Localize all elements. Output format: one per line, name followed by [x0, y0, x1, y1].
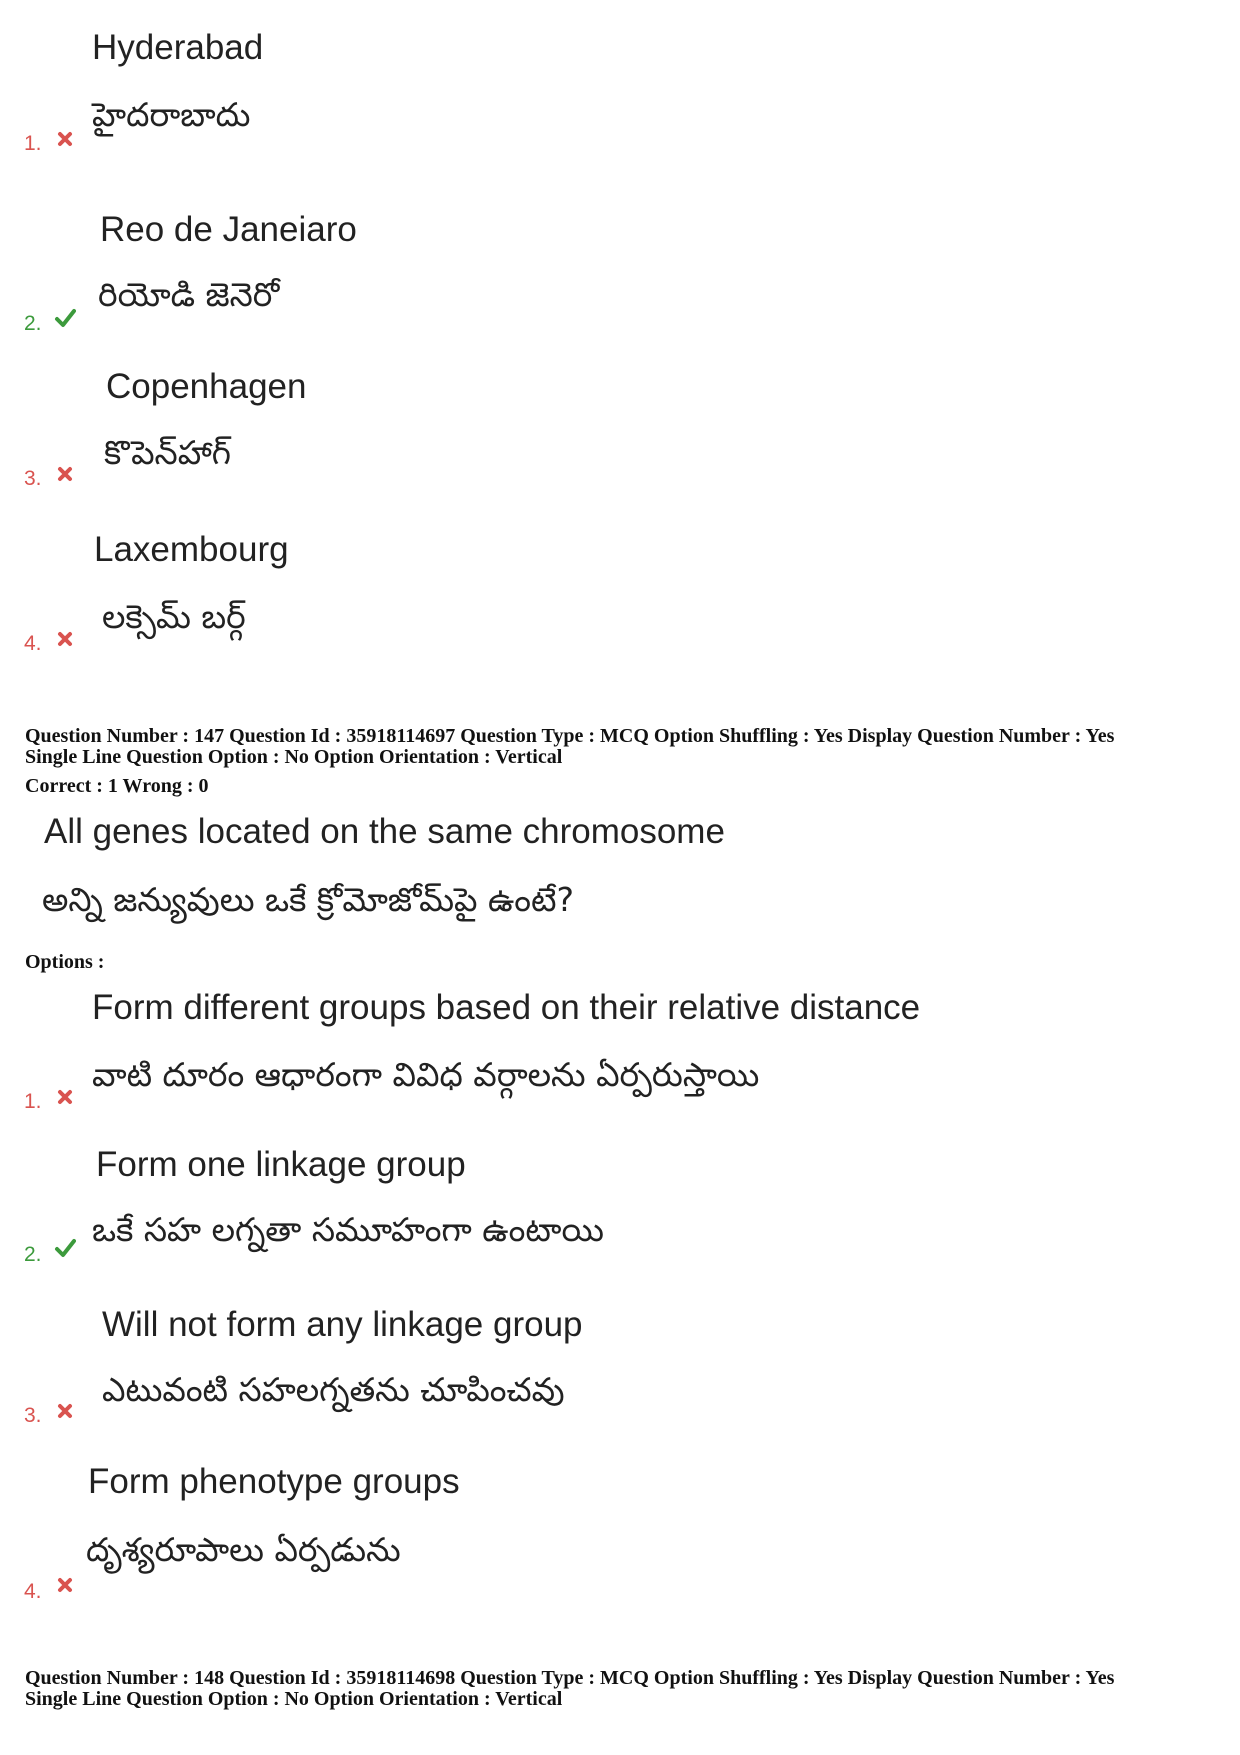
- option-text-en: Reo de Janeiaro: [100, 210, 357, 249]
- option-text-te: వాటి దూరం ఆధారంగా వివిధ వర్గాలను ఏర్పరుస్తాయి: [92, 1055, 760, 1094]
- option-text-te: కొపెన్‌హాగ్: [104, 433, 232, 472]
- question-meta-line2: Single Line Question Option : No Option Orientation : Vertical: [25, 1688, 563, 1710]
- option-text-te: దృశ్యరూపాలు ఏర్పడును: [86, 1530, 401, 1569]
- cross-icon: [56, 1402, 74, 1420]
- option-text-en: Copenhagen: [106, 367, 307, 406]
- question-meta-line1: Question Number : 147 Question Id : 35918114697 Question Type : MCQ Option Shuffling : Yes Display Question Number : Yes: [25, 725, 1115, 747]
- option-text-en: Will not form any linkage group: [102, 1305, 583, 1344]
- option-text-te: రియోడి జెనెరో: [98, 275, 280, 314]
- option-text-en: Form one linkage group: [96, 1145, 466, 1184]
- option-text-en: Hyderabad: [92, 28, 264, 67]
- option-number: 3.: [24, 467, 42, 490]
- option-number: 3.: [24, 1404, 42, 1427]
- cross-icon: [56, 130, 74, 148]
- option-text-te: లక్సెమ్ బర్గ్: [102, 597, 246, 636]
- option-text-te: హైదరాబాదు: [92, 95, 251, 134]
- option-text-en: Form different groups based on their relative distance: [92, 988, 921, 1027]
- option-number: 4.: [24, 632, 42, 655]
- check-icon: [54, 1238, 76, 1258]
- cross-icon: [56, 630, 74, 648]
- cross-icon: [56, 1088, 74, 1106]
- option-text-te: ఎటువంటి సహలగ్నతను చూపించవు: [102, 1370, 565, 1409]
- question-text-te: అన్ని జన్యువులు ఒకే క్రోమోజోమ్‌పై ఉంటే?: [42, 880, 575, 919]
- option-text-te: ఒకే సహ లగ్నతా సమూహంగా ఉంటాయి: [92, 1210, 604, 1249]
- question-text-en: All genes located on the same chromosome: [44, 812, 725, 851]
- option-number: 1.: [24, 1090, 42, 1113]
- marks-info: Correct : 1 Wrong : 0: [25, 775, 209, 797]
- option-number: 4.: [24, 1580, 42, 1603]
- check-icon: [54, 308, 76, 328]
- option-text-en: Laxembourg: [94, 530, 289, 569]
- question-meta-line2: Single Line Question Option : No Option Orientation : Vertical: [25, 746, 563, 768]
- option-text-en: Form phenotype groups: [88, 1462, 460, 1501]
- option-number: 1.: [24, 132, 42, 155]
- option-number: 2.: [24, 1243, 42, 1266]
- options-label: Options :: [25, 951, 105, 973]
- cross-icon: [56, 1576, 74, 1594]
- option-number: 2.: [24, 312, 42, 335]
- question-meta-line1: Question Number : 148 Question Id : 35918114698 Question Type : MCQ Option Shuffling : Yes Display Question Number : Yes: [25, 1667, 1115, 1689]
- cross-icon: [56, 465, 74, 483]
